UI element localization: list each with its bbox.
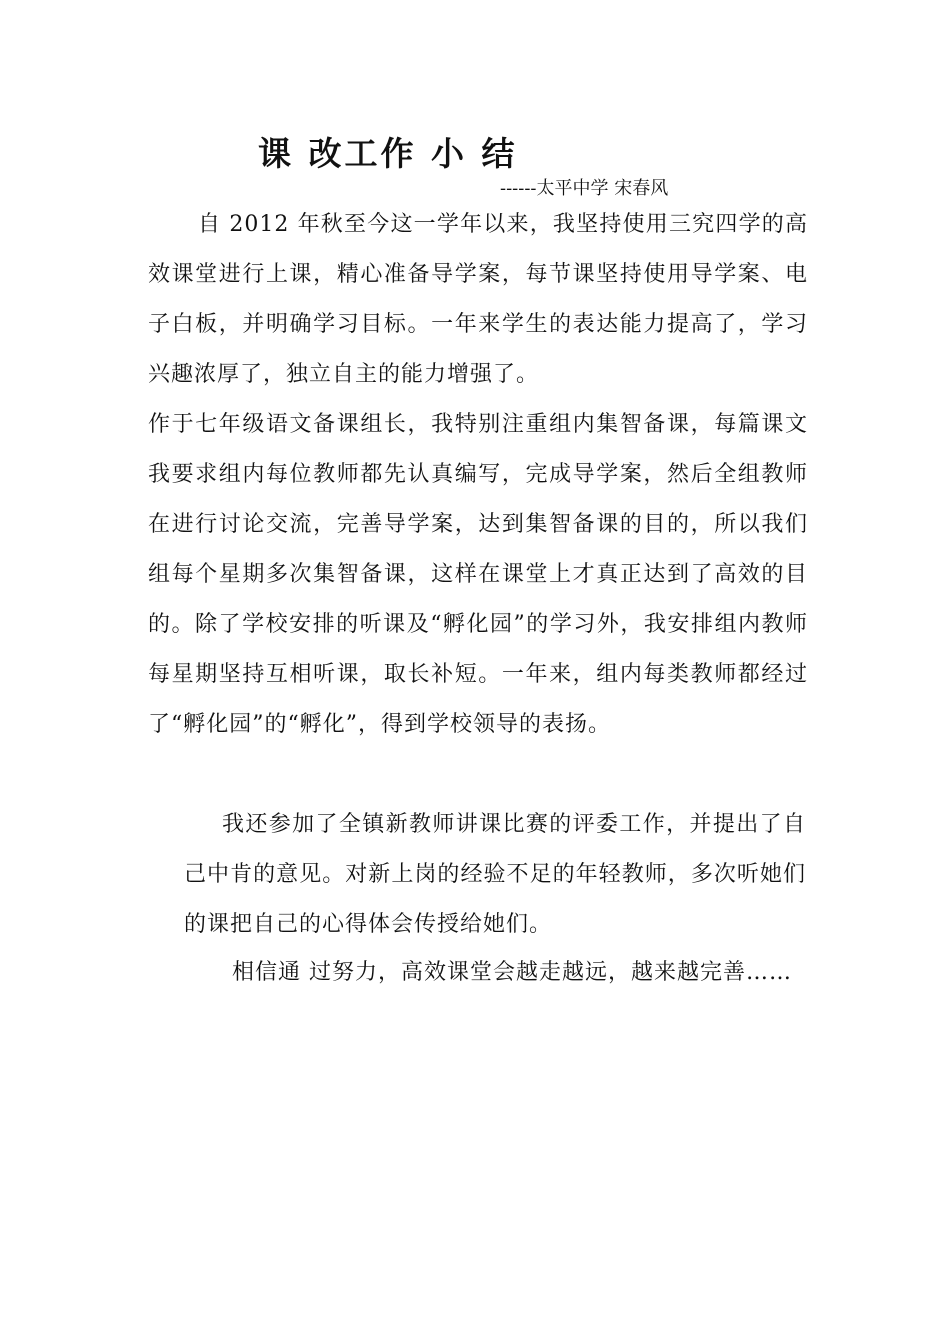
paragraph-4: 相信通 过努力，高效课堂会越走越远，越来越完善…… — [232, 960, 792, 985]
paragraph-2: 作于七年级语文备课组长，我特别注重组内集智备课，每篇课文我要求组内每位教师都先认真编写，完成导学案，然后全组教师在进行讨论交流，完善导学案，达到集智备课的目的，所以我们组每个星期多次集智备课，这样在课堂上才真正达到了高效的目的。除了学校安排的听课及“孵化园”的学习外，我安排组内教师每星期坚持互相听课，取长补短。一年来，组内每类教师都经过了“孵化园”的“孵化”，得到学校领导的表扬。 — [148, 412, 808, 737]
document-title: 课 改工作 小 结 — [258, 134, 518, 173]
paragraph-1: 自 2012 年秋至今这一学年以来，我坚持使用三究四学的高效课堂进行上课，精心准备导学案，每节课坚持使用导学案、电子白板，并明确学习目标。一年来学生的表达能力提高了，学习兴趣浓厚了，独立自主的能力增强了。 — [148, 212, 808, 387]
paragraph-3: 我还参加了全镇新教师讲课比赛的评委工作，并提出了自己中肯的意见。对新上岗的经验不足的年轻教师，多次听她们的课把自己的心得体会传授给她们。 — [184, 812, 806, 937]
document-author: ------太平中学 宋春风 — [500, 178, 669, 199]
